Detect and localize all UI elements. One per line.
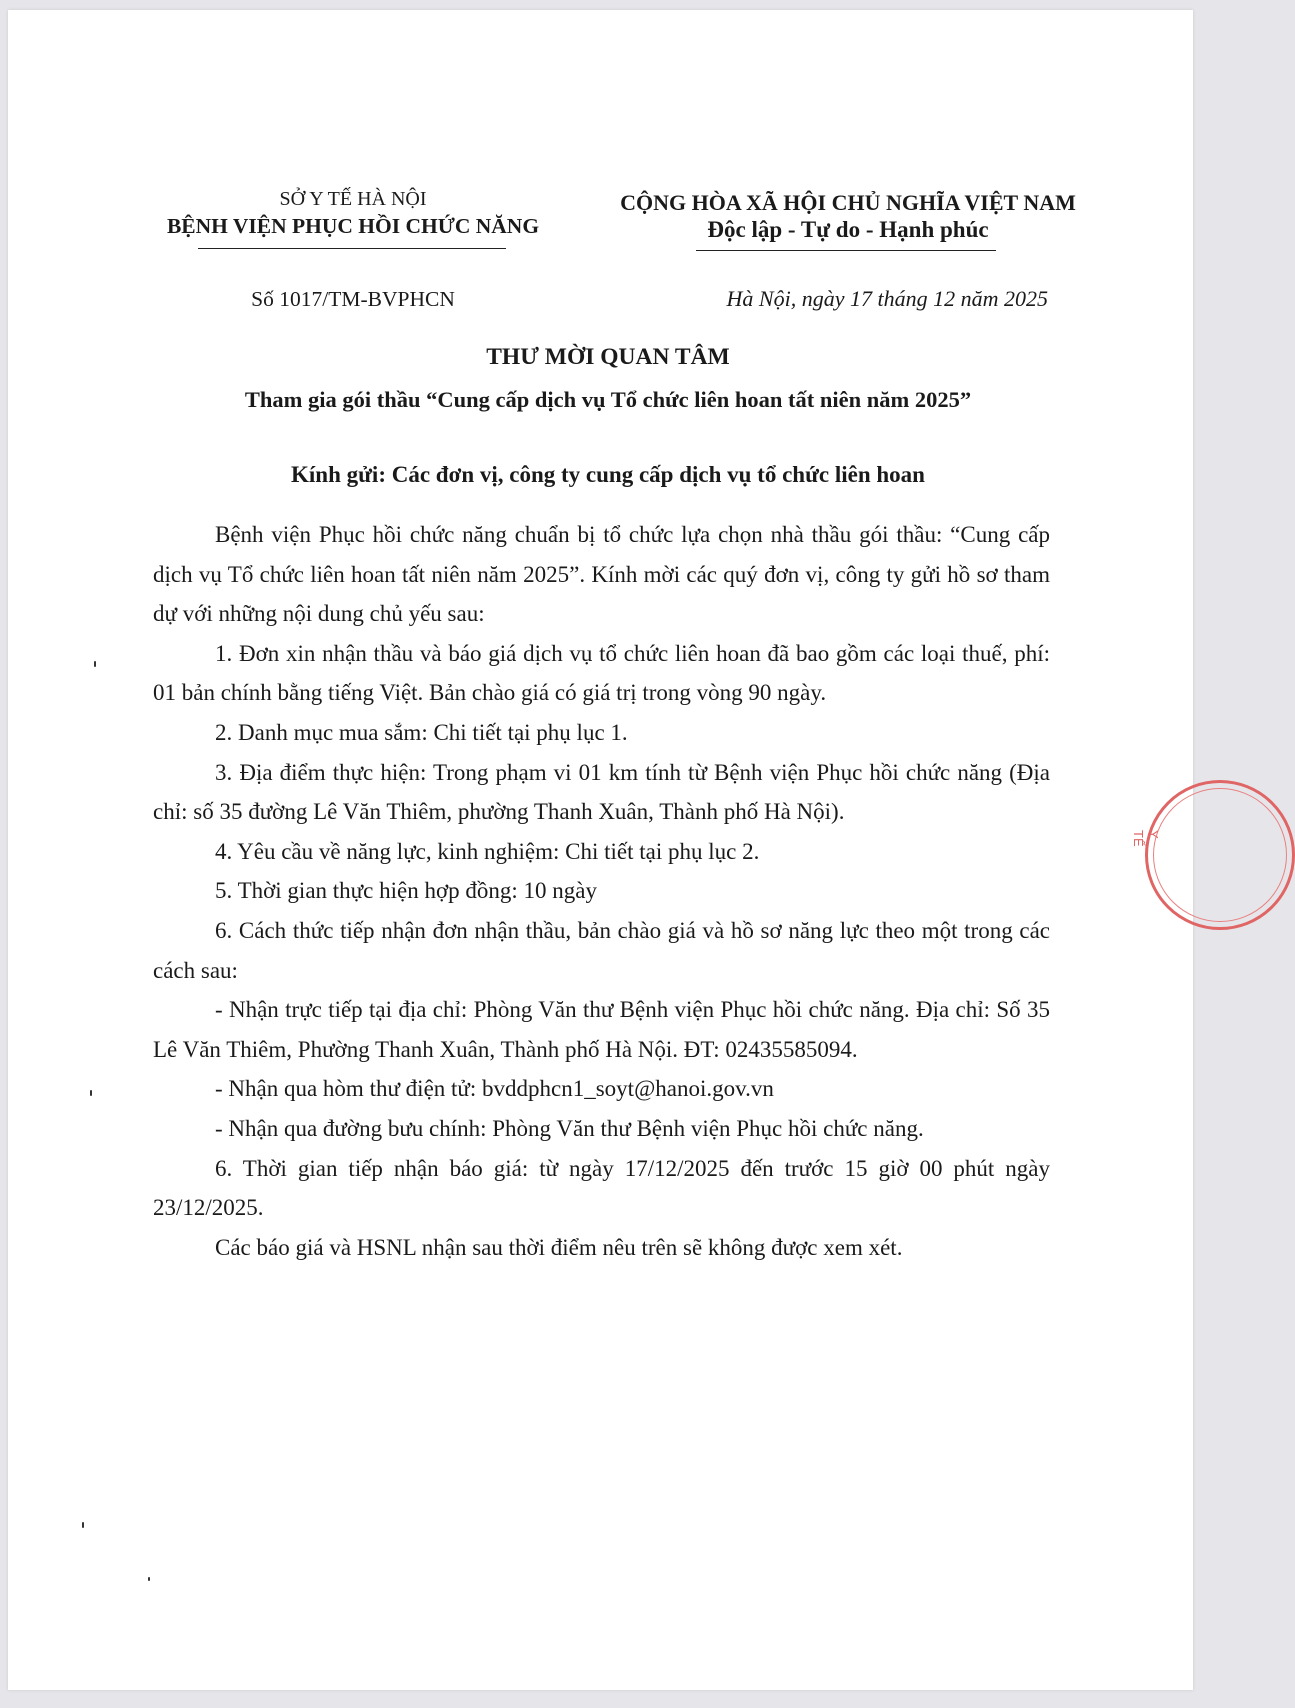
country-name: CỘNG HÒA XÃ HỘI CHỦ NGHĨA VIỆT NAM [620, 190, 1076, 215]
closing-paragraph: Các báo giá và HSNL nhận sau thời điểm nêu trên sẽ không được xem xét. [215, 1234, 903, 1260]
scan-speck [82, 1522, 84, 1528]
scan-speck [148, 1577, 150, 1581]
organization-underline [198, 248, 506, 249]
list-item: 5. Thời gian thực hiện hợp đồng: 10 ngày [215, 878, 597, 904]
list-item: 6. Thời gian tiếp nhận báo giá: từ ngày 17/12/2025 đến trước 15 giờ 00 phút ngày 23/12/2025. [153, 1155, 1050, 1221]
organization-name: BỆNH VIỆN PHỤC HỒI CHỨC NĂNG [166, 214, 540, 238]
intro-paragraph: Bệnh viện Phục hồi chức năng chuẩn bị tổ chức lựa chọn nhà thầu gói thầu: “Cung cấp dịch vụ Tổ chức liên hoan tất niên năm 2025”. Kính mời các quý đơn vị, công ty gửi hồ sơ tham dự với những nội dung chủ yếu sau: [153, 522, 1050, 627]
list-item: 1. Đơn xin nhận thầu và báo giá dịch vụ tổ chức liên hoan đã bao gồm các loại thuế, phí: 01 bản chính bằng tiếng Việt. Bản chào giá có giá trị trong vòng 90 ngày. [153, 640, 1050, 706]
document-number: Số 1017/TM-BVPHCN [251, 287, 455, 311]
agency-name: SỞ Y TẾ HÀ NỘI [279, 188, 427, 210]
list-item: 6. Cách thức tiếp nhận đơn nhận thầu, bản chào giá và hồ sơ năng lực theo một trong các cách sau: [153, 917, 1050, 983]
list-item: - Nhận trực tiếp tại địa chỉ: Phòng Văn thư Bệnh viện Phục hồi chức năng. Địa chỉ: Số 35 Lê Văn Thiêm, Phường Thanh Xuân, Thành phố Hà Nội. ĐT: 02435585094. [153, 997, 1050, 1062]
list-item: 2. Danh mục mua sắm: Chi tiết tại phụ lục 1. [215, 719, 628, 745]
list-item: - Nhận qua hòm thư điện tử: bvddphcn1_soyt@hanoi.gov.vn [215, 1076, 774, 1102]
document-page [8, 10, 1193, 1690]
stamp-text: Y TẾ [1131, 830, 1161, 847]
scan-speck [94, 661, 96, 667]
national-motto: Độc lập - Tự do - Hạnh phúc [707, 217, 989, 242]
stamp-inner-ring [1153, 788, 1287, 922]
letter-body [153, 515, 1050, 1267]
list-item: 4. Yêu cầu về năng lực, kinh nghiệm: Chi tiết tại phụ lục 2. [215, 838, 760, 864]
list-item: 3. Địa điểm thực hiện: Trong phạm vi 01 km tính từ Bệnh viện Phục hồi chức năng (Địa chỉ: số 35 đường Lê Văn Thiêm, phường Thanh Xuân, Thành phố Hà Nội). [153, 759, 1050, 825]
red-seal-stamp [1131, 780, 1189, 930]
place-date: Hà Nội, ngày 17 tháng 12 năm 2025 [726, 286, 1048, 311]
scan-speck [90, 1090, 92, 1096]
document-subtitle: Tham gia gói thầu “Cung cấp dịch vụ Tổ chức liên hoan tất niên năm 2025” [244, 387, 972, 412]
motto-underline [696, 250, 996, 251]
list-item: - Nhận qua đường bưu chính: Phòng Văn thư Bệnh viện Phục hồi chức năng. [215, 1115, 924, 1141]
greeting: Kính gửi: Các đơn vị, công ty cung cấp dịch vụ tổ chức liên hoan [291, 462, 925, 487]
document-title: THƯ MỜI QUAN TÂM [486, 344, 730, 370]
